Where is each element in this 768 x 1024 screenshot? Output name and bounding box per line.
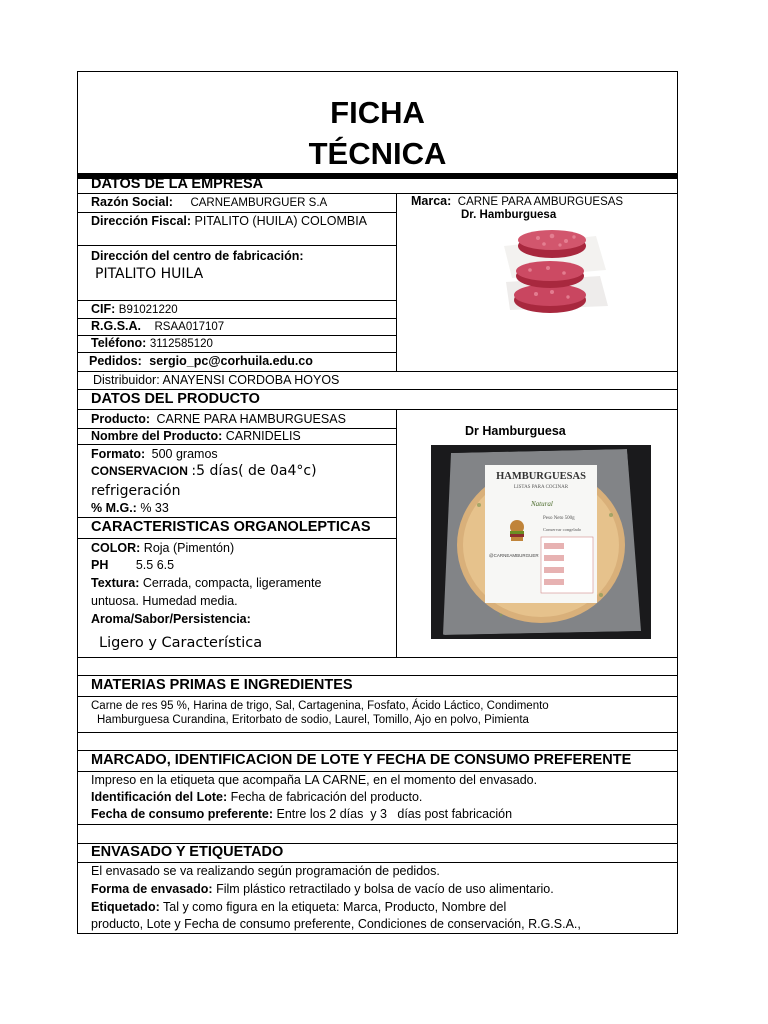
lote-label: Identificación del Lote:	[91, 790, 228, 804]
textura-value-2: untuosa. Humedad media.	[91, 594, 238, 608]
product-image-caption: Dr Hamburguesa	[465, 424, 566, 438]
razon-value: CARNEAMBURGUER S.A	[190, 197, 328, 209]
marca-label: Marca:	[411, 194, 452, 208]
package-sub: LISTAS PARA COCINAR	[513, 485, 569, 490]
rgsa-row	[91, 319, 224, 335]
etiquetado-value-2: producto, Lote y Fecha de consumo preferente, Condiciones de conservación, R.G.S.A.,	[91, 917, 581, 931]
direccion-fiscal-row	[91, 214, 367, 229]
rgsa-value: RSAA017107	[154, 321, 225, 333]
rule	[77, 389, 678, 390]
conservacion-value: :5 días( de 0a4°c)	[191, 463, 317, 479]
formato-value: 500 gramos	[151, 447, 218, 461]
textura-row	[91, 576, 321, 591]
envasado-line-1: El envasado se va realizando según programación de pedidos.	[91, 864, 440, 878]
ph-label: PH	[91, 558, 109, 572]
column-divider	[396, 193, 397, 371]
forma-row	[91, 882, 554, 897]
etiquetado-value: Tal y como figura en la etiqueta: Marca, Producto, Nombre del	[163, 900, 507, 914]
rule	[77, 862, 678, 863]
razon-label: Razón Social:	[91, 195, 173, 209]
product-package-image	[431, 445, 651, 639]
materias-line-1: Carne de res 95 %, Harina de trigo, Sal, Cartagenina, Fosfato, Ácido Láctico, Condimento	[91, 700, 549, 712]
package-flavor: Natural	[531, 500, 553, 508]
lote-value: Fecha de fabricación del producto.	[230, 790, 423, 804]
conservacion-row	[91, 464, 317, 479]
package-peso: Peso Neto 500g	[543, 516, 575, 521]
rule	[77, 371, 678, 372]
producto-row	[91, 412, 346, 427]
rule	[77, 696, 678, 697]
rule	[77, 212, 396, 213]
rule	[77, 352, 396, 353]
mg-label: % M.G.:	[91, 501, 137, 515]
formato-label: Formato:	[91, 447, 146, 461]
nombre-value: CARNIDELIS	[225, 429, 301, 443]
direccion-fiscal-label: Dirección Fiscal:	[91, 214, 192, 228]
rule	[77, 732, 678, 733]
fecha-label: Fecha de consumo preferente:	[91, 807, 273, 821]
package-brand: HAMBURGUESAS	[496, 471, 586, 482]
conservacion-label: CONSERVACION	[91, 464, 188, 478]
rule	[77, 538, 396, 539]
marca-name: Dr. Hamburguesa	[461, 209, 557, 221]
centro-value: PITALITO HUILA	[95, 266, 204, 282]
ph-row	[91, 558, 174, 573]
etiquetado-row	[91, 900, 506, 915]
fecha-value: Entre los 2 días y 3 días post fabricación	[276, 807, 513, 821]
rule	[77, 409, 678, 410]
section-heading-marcado: MARCADO, IDENTIFICACION DE LOTE Y FECHA DE CONSUMO PREFERENTE	[91, 752, 632, 768]
page-title-line2: TÉCNICA	[308, 136, 447, 171]
ph-value: 5.5 6.5	[135, 558, 175, 572]
section-heading-organolepticas: CARACTERISTICAS ORGANOLEPTICAS	[91, 519, 371, 535]
column-divider	[396, 409, 397, 657]
distribuidor-label: Distribuidor:	[93, 373, 160, 387]
cif-row	[91, 302, 178, 318]
color-value: Roja (Pimentón)	[143, 541, 235, 555]
rule	[77, 771, 678, 772]
lote-row	[91, 790, 422, 805]
forma-value: Film plástico retractilado y bolsa de vacío de uso alimentario.	[216, 882, 554, 896]
rule	[77, 824, 678, 825]
marca-row	[411, 194, 623, 210]
mg-value: % 33	[140, 501, 169, 515]
forma-label: Forma de envasado:	[91, 882, 213, 896]
nombre-label: Nombre del Producto:	[91, 429, 223, 443]
pedidos-email[interactable]: sergio_pc@corhuila.edu.co	[149, 354, 313, 368]
etiquetado-label: Etiquetado:	[91, 900, 160, 914]
mg-row	[91, 501, 169, 516]
aroma-label: Aroma/Sabor/Persistencia:	[91, 612, 251, 626]
rule	[77, 657, 678, 658]
section-heading-materias: MATERIAS PRIMAS E INGREDIENTES	[91, 677, 353, 693]
rule	[77, 675, 678, 676]
telefono-label: Teléfono:	[91, 336, 147, 350]
color-label: COLOR:	[91, 541, 141, 555]
distribuidor-row	[93, 373, 339, 388]
telefono-row	[91, 336, 213, 352]
producto-label: Producto:	[91, 412, 151, 426]
centro-label: Dirección del centro de fabricación:	[91, 249, 304, 263]
burger-patties-image	[500, 218, 612, 322]
direccion-fiscal-value: PITALITO (HUILA) COLOMBIA	[194, 214, 368, 228]
section-heading-empresa: DATOS DE LA EMPRESA	[91, 176, 264, 192]
materias-line-2: Hamburguesa Curandina, Eritorbato de sodio, Laurel, Tomillo, Ajo en polvo, Pimienta	[97, 714, 529, 726]
marcado-line-1: Impreso en la etiqueta que acompaña LA CARNE, en el momento del envasado.	[91, 773, 538, 787]
cif-label: CIF:	[91, 302, 116, 316]
package-conservar: Conservar congelado	[543, 527, 582, 532]
conservacion-value-2: refrigeración	[91, 483, 181, 499]
pedidos-label: Pedidos:	[89, 354, 142, 368]
textura-value: Cerrada, compacta, ligeramente	[142, 576, 322, 590]
razon-row	[91, 195, 327, 211]
page-title-line1: FICHA	[330, 95, 425, 130]
aroma-value: Ligero y Característica	[99, 635, 263, 651]
rule	[77, 300, 396, 301]
rule	[77, 517, 396, 518]
marca-value: CARNE PARA AMBURGUESAS	[457, 196, 624, 208]
section-heading-producto: DATOS DEL PRODUCTO	[91, 391, 260, 407]
telefono-value: 3112585120	[149, 338, 213, 350]
package-social: @CARNEAMBURGUER	[489, 553, 539, 558]
textura-label: Textura:	[91, 576, 140, 590]
pedidos-row	[89, 354, 313, 369]
color-row	[91, 541, 234, 556]
rule	[77, 444, 396, 445]
producto-value: CARNE PARA HAMBURGUESAS	[156, 412, 346, 426]
formato-row	[91, 447, 218, 462]
rgsa-label: R.G.S.A.	[91, 319, 142, 333]
rule	[77, 245, 396, 246]
fecha-row	[91, 807, 512, 822]
section-heading-envasado: ENVASADO Y ETIQUETADO	[91, 844, 284, 860]
rule	[77, 750, 678, 751]
nombre-row	[91, 429, 301, 444]
cif-value: B91021220	[118, 304, 178, 316]
distribuidor-value: ANAYENSI CORDOBA HOYOS	[162, 373, 340, 387]
